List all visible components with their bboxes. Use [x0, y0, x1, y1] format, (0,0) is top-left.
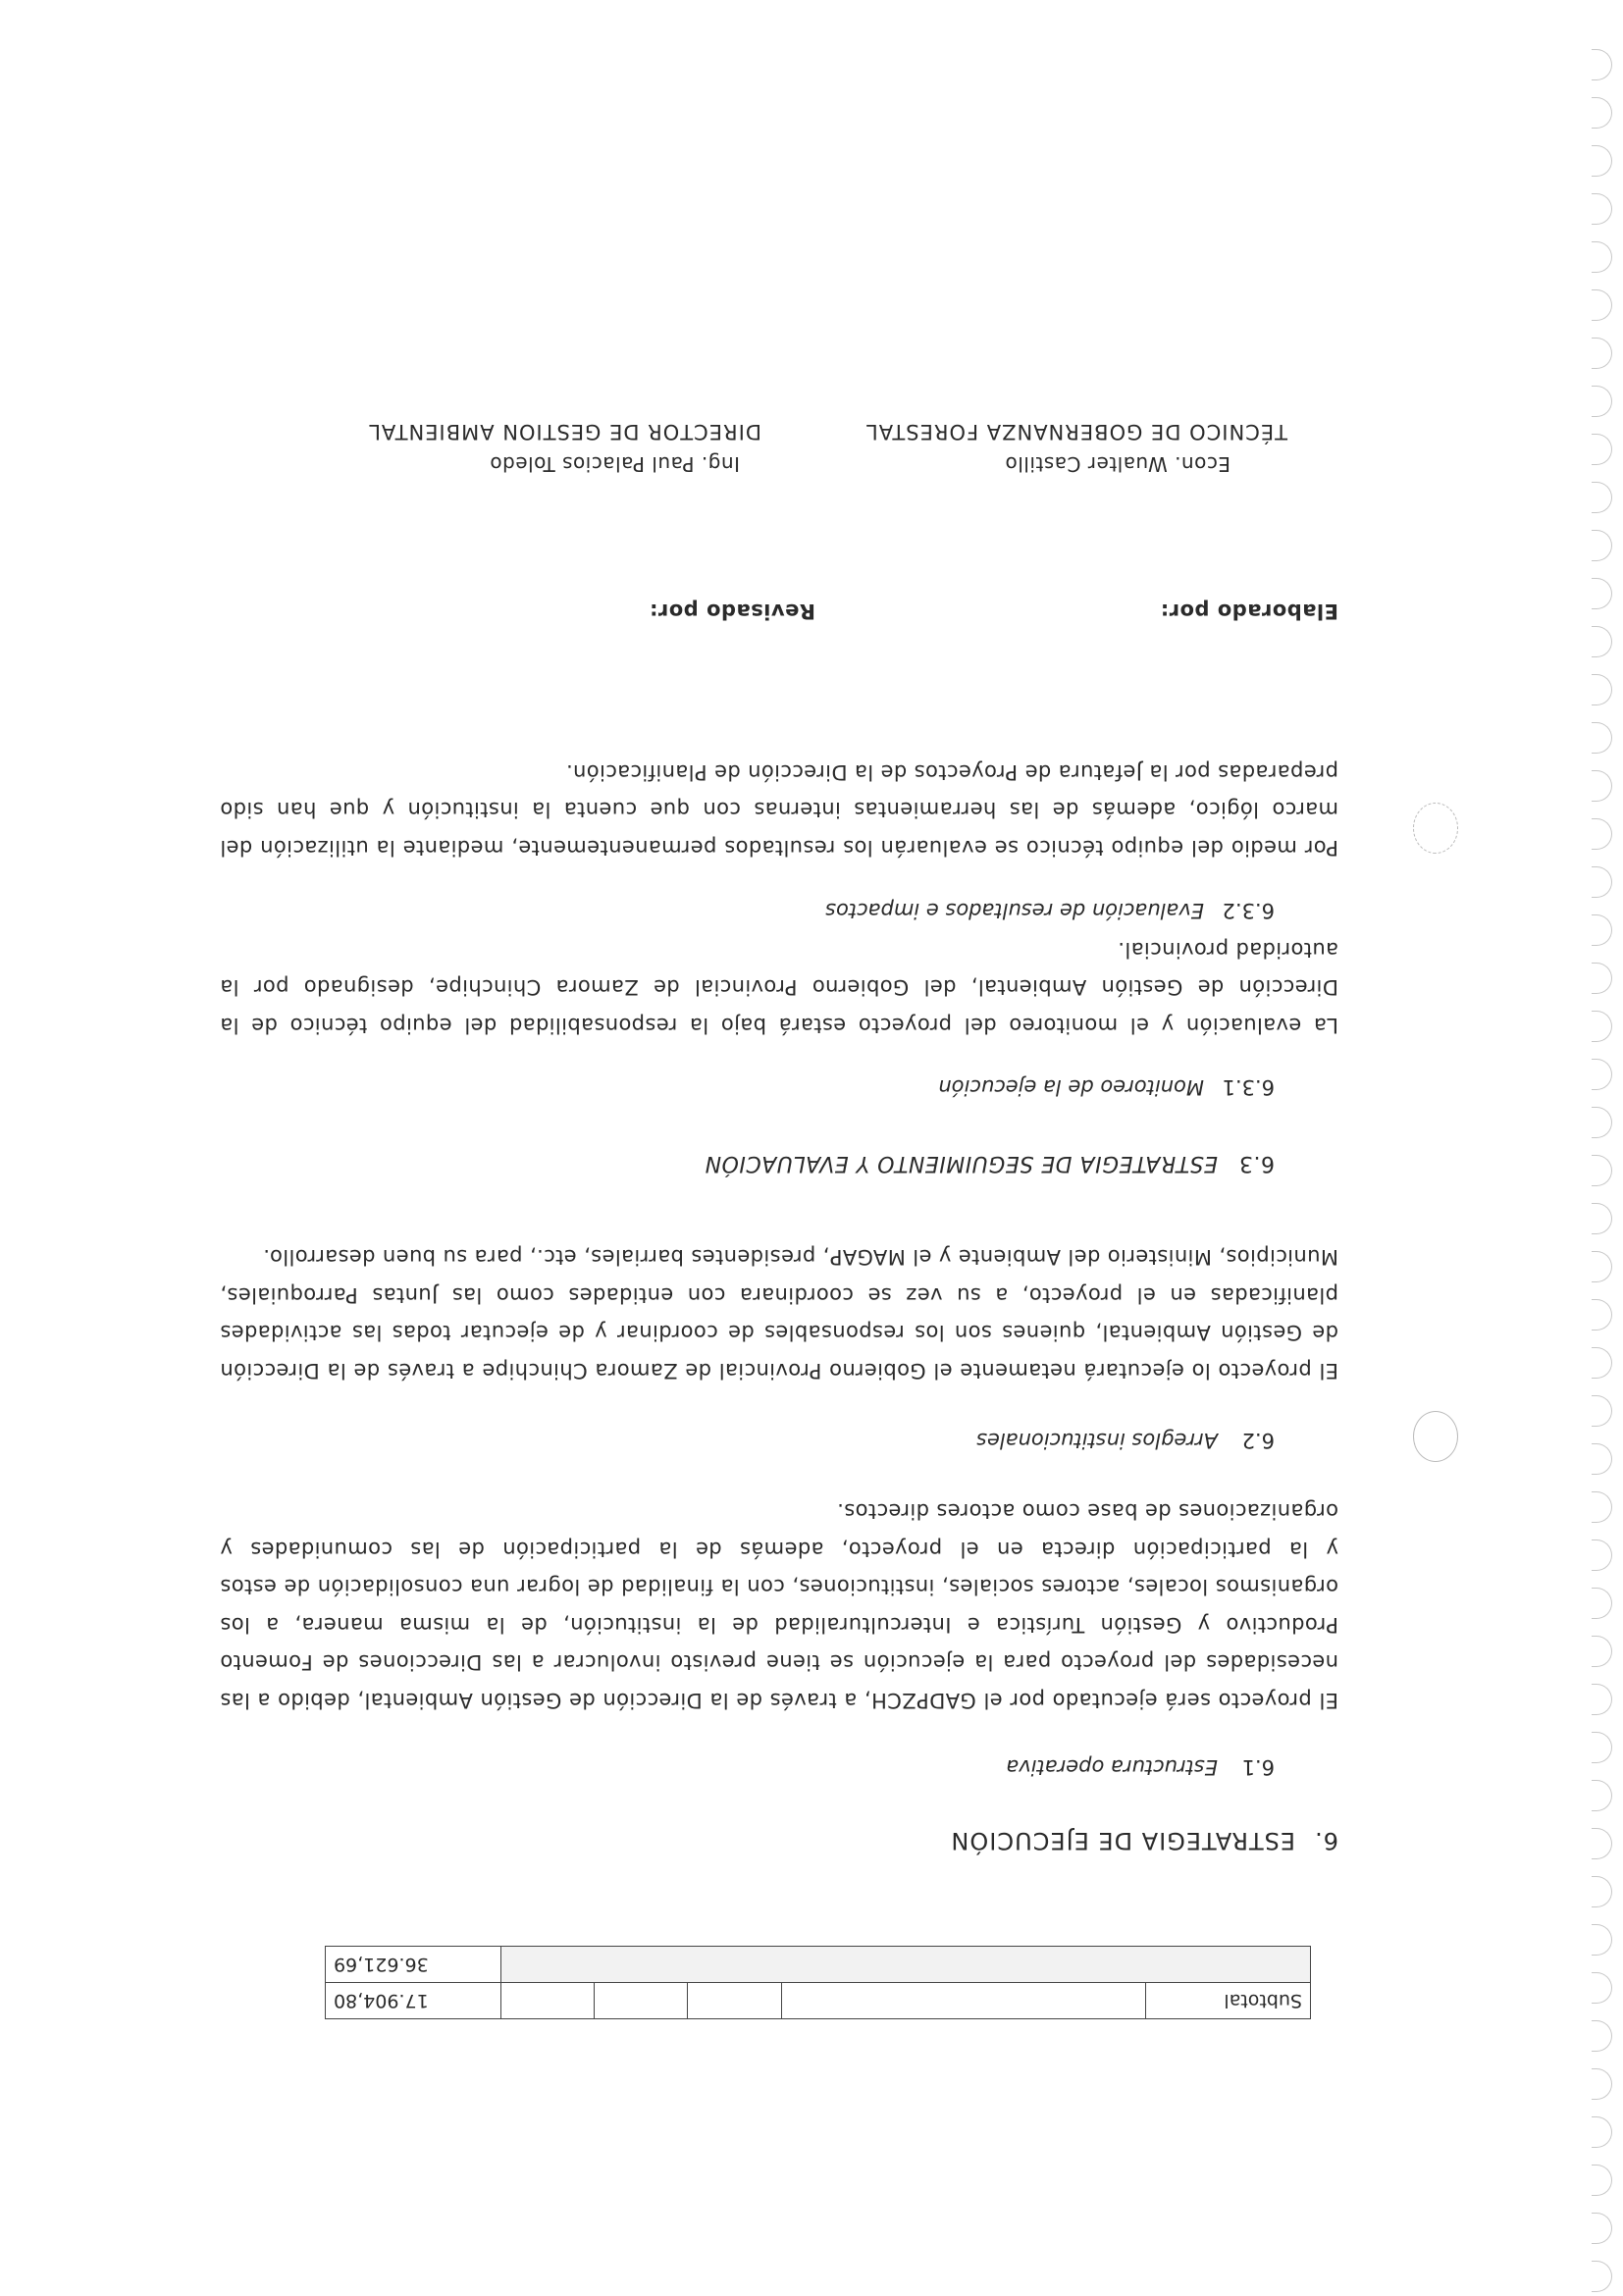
table-row — [326, 1983, 1311, 2019]
spiral-binding-holes — [1584, 0, 1623, 2296]
prepared-by-label: Elaborado por: — [1160, 600, 1338, 623]
table-cell — [595, 1983, 688, 2019]
subsection-heading — [705, 1151, 1275, 1175]
binder-hole-mark — [1413, 1411, 1458, 1462]
punch-hole — [1592, 1203, 1612, 1234]
subsection-number: 6.1 — [1241, 1755, 1275, 1779]
punch-hole — [1592, 1011, 1612, 1042]
punch-hole — [1592, 338, 1612, 369]
punch-hole — [1592, 626, 1612, 657]
punch-hole — [1592, 1155, 1612, 1186]
punch-hole — [1592, 1924, 1612, 1956]
punch-hole — [1592, 1539, 1612, 1571]
punch-hole — [1592, 1395, 1612, 1427]
punch-hole — [1592, 386, 1612, 417]
punch-hole — [1592, 1443, 1612, 1475]
binder-hole-mark — [1413, 803, 1458, 854]
punch-hole — [1592, 49, 1612, 80]
subsection-heading — [1006, 1755, 1275, 1779]
subsubsection-title: Evaluación de resultados e impactos — [825, 899, 1204, 922]
section-title: ESTRATEGIA DE EJECUCIÓN — [950, 1827, 1295, 1854]
punch-hole — [1592, 1347, 1612, 1379]
reviewed-by-label: Revisado por: — [649, 600, 815, 623]
punch-hole — [1592, 1780, 1612, 1811]
punch-hole — [1592, 2068, 1612, 2100]
punch-hole — [1592, 145, 1612, 177]
prepared-by-role: TÉCNICO DE GOBERNANZA FORESTAL — [865, 420, 1287, 444]
punch-hole — [1592, 289, 1612, 321]
table-cell — [1145, 1947, 1310, 1983]
punch-hole — [1592, 722, 1612, 754]
subsection-number: 6.2 — [1241, 1429, 1275, 1452]
total-value-cell: 36.621,69 — [326, 1947, 501, 1983]
punch-hole — [1592, 434, 1612, 465]
punch-hole — [1592, 241, 1612, 273]
punch-hole — [1592, 1876, 1612, 1907]
punch-hole — [1592, 818, 1612, 850]
punch-hole — [1592, 1299, 1612, 1331]
punch-hole — [1592, 1684, 1612, 1715]
punch-hole — [1592, 578, 1612, 609]
punch-hole — [1592, 866, 1612, 898]
punch-hole — [1592, 1732, 1612, 1763]
subsection-number: 6.3 — [1238, 1151, 1275, 1175]
table-cell — [500, 1947, 1145, 1983]
section-number: 6. — [1314, 1827, 1338, 1854]
punch-hole — [1592, 2165, 1612, 2196]
subtotal-value-cell: 17.904,80 — [326, 1983, 501, 2019]
reviewed-by-name: Ing. Paul Palacios Toledo — [489, 452, 740, 476]
punch-hole — [1592, 1636, 1612, 1667]
punch-hole — [1592, 97, 1612, 129]
punch-hole — [1592, 2116, 1612, 2148]
subsubsection-title: Monitoreo de la ejecución — [938, 1075, 1204, 1099]
subsection-heading — [976, 1429, 1275, 1452]
paragraph: El proyecto lo ejecutará netamente el Gobierno Provincial de Zamora Chinchipe a través de la Dirección de Gestión Ambiental, quienes son los responsables de coordinar y de ejecutar todas las actividades planificadas en el proyecto, a su vez se coordinara con entidades como las Juntas Parroquiales, Municipios, Ministerio del Ambiente y el MAGAP, presidentes barriales, etc., para su buen desarrollo. — [220, 1245, 1338, 1383]
punch-hole — [1592, 674, 1612, 705]
paragraph: Por medio del equipo técnico se evaluarán los resultados permanentemente, mediante la utilización del marco lógico, además de las herramientas internas con que cuenta la institución y que han sido preparadas por la Jefatura de Proyectos de la Dirección de Planificación. — [220, 760, 1338, 860]
punch-hole — [1592, 530, 1612, 561]
punch-hole — [1592, 1588, 1612, 1619]
subtotal-label-cell: Subtotal — [1145, 1983, 1310, 2019]
punch-hole — [1592, 2261, 1612, 2292]
table-cell — [688, 1983, 781, 2019]
punch-hole — [1592, 1972, 1612, 2004]
subsubsection-number: 6.3.2 — [1222, 899, 1275, 922]
table-row — [326, 1947, 1311, 1983]
punch-hole — [1592, 963, 1612, 994]
subsection-title: ESTRATEGIA DE SEGUIMIENTO Y EVALUACIÓN — [705, 1151, 1218, 1175]
subsubsection-heading — [938, 1075, 1275, 1099]
subsubsection-number: 6.3.1 — [1222, 1075, 1275, 1099]
punch-hole — [1592, 482, 1612, 513]
table-cell — [781, 1983, 1145, 2019]
punch-hole — [1592, 770, 1612, 802]
subsubsection-heading — [825, 899, 1275, 922]
prepared-by-name: Econ. Wualter Castillo — [1005, 452, 1230, 476]
paragraph: La evaluación y el monitoreo del proyecto estará bajo la responsabilidad del equipo técnico de la Dirección de Gestión Ambiental, del Gobierno Provincial de Zamora Chinchipe, designado por la autoridad provincial. — [220, 938, 1338, 1037]
table-cell — [500, 1983, 594, 2019]
punch-hole — [1592, 2020, 1612, 2052]
reviewed-by-role: DIRECTOR DE GESTION AMBIENTAL — [368, 420, 761, 444]
punch-hole — [1592, 2213, 1612, 2244]
subsection-title: Arreglos institucionales — [976, 1429, 1218, 1452]
subtotals-table — [325, 1946, 1311, 2019]
subsection-title: Estructura operativa — [1006, 1755, 1218, 1779]
punch-hole — [1592, 1251, 1612, 1282]
punch-hole — [1592, 193, 1612, 225]
punch-hole — [1592, 1491, 1612, 1523]
punch-hole — [1592, 1828, 1612, 1859]
punch-hole — [1592, 914, 1612, 946]
punch-hole — [1592, 1059, 1612, 1090]
punch-hole — [1592, 1107, 1612, 1138]
paragraph: El proyecto será ejecutado por el GADPZCH, a través de la Dirección de Gestión Ambiental, debido a las necesidades del proyecto para la ejecución se tiene previsto involucrar a las Direcciones de Fomento Productivo y Gestión Turística e Interculturalidad de la institución, de la misma manera, a los organismos locales, actores sociales, instituciones, con la finalidad de lograr una consolidación de estos y la participación directa en el proyecto, además de la participación de las comunidades y organizaciones de base como actores directos. — [220, 1499, 1338, 1712]
section-heading — [950, 1827, 1338, 1854]
